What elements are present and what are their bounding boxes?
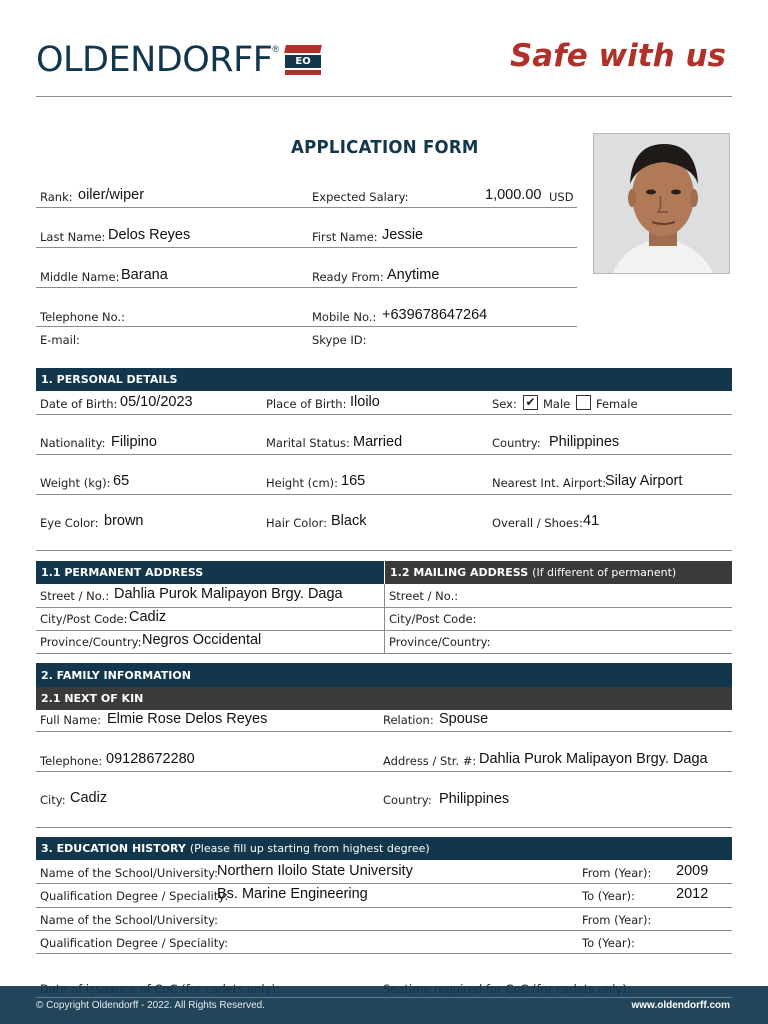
rank-label: Rank:	[40, 190, 73, 204]
copyright-text: © Copyright Oldendorff - 2022. All Rights Reserved.	[36, 1000, 265, 1011]
permanent-address-header: 1.1 PERMANENT ADDRESS	[36, 561, 384, 584]
year-value[interactable]: 2012	[676, 886, 709, 902]
kin-address-label: Address / Str. #:	[383, 754, 477, 768]
personal-details-header: 1. PERSONAL DETAILS	[36, 368, 732, 391]
sex-male-checkbox[interactable]: ✔	[523, 395, 538, 410]
row-divider	[36, 653, 732, 654]
form-title: APPLICATION FORM	[291, 137, 479, 158]
company-logo	[36, 38, 321, 82]
mailing-address-title: 1.2 MAILING ADDRESS	[390, 566, 529, 579]
row-divider	[36, 630, 732, 631]
education-row	[36, 907, 732, 930]
street-value[interactable]: Dahlia Purok Malipayon Brgy. Daga	[114, 586, 343, 602]
mailing-city-label: City/Post Code:	[389, 612, 477, 626]
pob-label: Place of Birth:	[266, 397, 347, 411]
row-divider	[36, 771, 732, 772]
height-value[interactable]: 165	[341, 473, 366, 489]
next-of-kin-header: 2.1 NEXT OF KIN	[36, 687, 732, 710]
address-column-divider	[384, 584, 385, 654]
row-divider	[36, 953, 732, 954]
row-divider	[36, 494, 732, 495]
mailing-address-header	[385, 561, 732, 584]
row-divider	[36, 550, 732, 551]
hair-color-value[interactable]: Black	[331, 513, 367, 529]
height-label: Height (cm):	[266, 476, 339, 490]
kin-relation-label: Relation:	[383, 713, 434, 727]
skype-label: Skype ID:	[312, 333, 367, 347]
city-value[interactable]: Cadiz	[129, 609, 167, 625]
registered-mark: ®	[272, 44, 280, 54]
middle-name-label: Middle Name:	[40, 270, 120, 284]
rank-value[interactable]: oiler/wiper	[78, 187, 145, 203]
sex-label: Sex:	[492, 397, 517, 411]
education-row	[36, 860, 732, 883]
marital-label: Marital Status:	[266, 436, 350, 450]
year-label: To (Year):	[582, 889, 635, 903]
eye-color-label: Eye Color:	[40, 516, 99, 530]
last-name-label: Last Name:	[40, 230, 106, 244]
nationality-label: Nationality:	[40, 436, 106, 450]
ready-from-value[interactable]: Anytime	[387, 267, 440, 283]
school-label: Name of the School/University:	[40, 913, 218, 927]
logo-flag-icon: EO	[283, 43, 321, 77]
first-name-label: First Name:	[312, 230, 378, 244]
row-divider	[36, 247, 577, 248]
education-title: 3. EDUCATION HISTORY	[41, 842, 186, 855]
school-value[interactable]: Northern Iloilo State University	[217, 863, 413, 879]
province-value[interactable]: Negros Occidental	[142, 632, 262, 648]
expected-salary-value[interactable]: 1,000.00	[485, 187, 542, 203]
shoes-value[interactable]: 41	[583, 513, 600, 529]
row-divider	[36, 207, 577, 208]
row-divider	[36, 731, 732, 732]
year-label: From (Year):	[582, 913, 652, 927]
year-label: To (Year):	[582, 936, 635, 950]
header-divider	[36, 96, 732, 97]
sex-male-label: Male	[543, 397, 571, 411]
pob-value[interactable]: Iloilo	[350, 394, 380, 410]
marital-value[interactable]: Married	[353, 434, 403, 450]
country-label: Country:	[492, 436, 541, 450]
sex-female-checkbox[interactable]	[576, 395, 591, 410]
kin-country-value[interactable]: Philippines	[439, 791, 510, 807]
ready-from-label: Ready From:	[312, 270, 384, 284]
salary-currency: USD	[549, 190, 574, 204]
kin-address-value[interactable]: Dahlia Purok Malipayon Brgy. Daga	[479, 751, 708, 767]
kin-city-value[interactable]: Cadiz	[70, 790, 108, 806]
mailing-street-label: Street / No.:	[389, 589, 459, 603]
kin-city-label: City:	[40, 793, 66, 807]
dob-label: Date of Birth:	[40, 397, 118, 411]
row-divider	[36, 607, 732, 608]
mailing-address-note: (If different of permanent)	[532, 566, 677, 579]
kin-name-value[interactable]: Elmie Rose Delos Reyes	[107, 711, 268, 727]
country-value[interactable]: Philippines	[549, 434, 620, 450]
row-divider	[36, 414, 732, 415]
row-divider	[36, 454, 732, 455]
city-label: City/Post Code:	[40, 612, 128, 626]
telephone-label: Telephone No.:	[40, 310, 126, 324]
education-note: (Please fill up starting from highest degree)	[189, 842, 430, 855]
qualification-label: Qualification Degree / Speciality:	[40, 936, 229, 950]
year-value[interactable]: 2009	[676, 863, 709, 879]
street-label: Street / No.:	[40, 589, 110, 603]
kin-telephone-value[interactable]: 09128672280	[106, 751, 195, 767]
dob-value[interactable]: 05/10/2023	[120, 394, 193, 410]
expected-salary-label: Expected Salary:	[312, 190, 409, 204]
applicant-photo	[593, 133, 730, 274]
logo-wordmark: OLDENDORFF	[36, 40, 273, 80]
education-header	[36, 837, 732, 860]
nationality-value[interactable]: Filipino	[111, 434, 157, 450]
mobile-value[interactable]: +639678647264	[382, 307, 488, 323]
school-label: Name of the School/University:	[40, 866, 218, 880]
footer-line	[36, 997, 732, 998]
email-label: E-mail:	[40, 333, 80, 347]
last-name-value[interactable]: Delos Reyes	[108, 227, 191, 243]
website-link[interactable]: www.oldendorff.com	[631, 1000, 730, 1011]
eye-color-value[interactable]: brown	[104, 513, 144, 529]
qualification-value[interactable]: Bs. Marine Engineering	[217, 886, 368, 902]
weight-label: Weight (kg):	[40, 476, 111, 490]
sex-female-label: Female	[596, 397, 638, 411]
kin-name-label: Full Name:	[40, 713, 102, 727]
row-divider	[36, 326, 577, 327]
mailing-province-label: Province/Country:	[389, 635, 491, 649]
first-name-value[interactable]: Jessie	[382, 227, 424, 243]
weight-value[interactable]: 65	[113, 473, 130, 489]
kin-country-label: Country:	[383, 793, 432, 807]
shoes-label: Overall / Shoes:	[492, 516, 583, 530]
airport-value[interactable]: Silay Airport	[605, 473, 683, 489]
row-divider	[36, 287, 577, 288]
row-divider	[36, 827, 732, 828]
kin-telephone-label: Telephone:	[40, 754, 103, 768]
tagline: Safe with us	[509, 38, 726, 74]
airport-label: Nearest Int. Airport:	[492, 476, 607, 490]
family-info-header: 2. FAMILY INFORMATION	[36, 663, 732, 687]
province-label: Province/Country:	[40, 635, 142, 649]
kin-relation-value[interactable]: Spouse	[439, 711, 489, 727]
hair-color-label: Hair Color:	[266, 516, 327, 530]
education-row	[36, 883, 732, 907]
qualification-label: Qualification Degree / Speciality:	[40, 889, 229, 903]
year-label: From (Year):	[582, 866, 652, 880]
mobile-label: Mobile No.:	[312, 310, 377, 324]
education-row	[36, 930, 732, 953]
middle-name-value[interactable]: Barana	[121, 267, 168, 283]
